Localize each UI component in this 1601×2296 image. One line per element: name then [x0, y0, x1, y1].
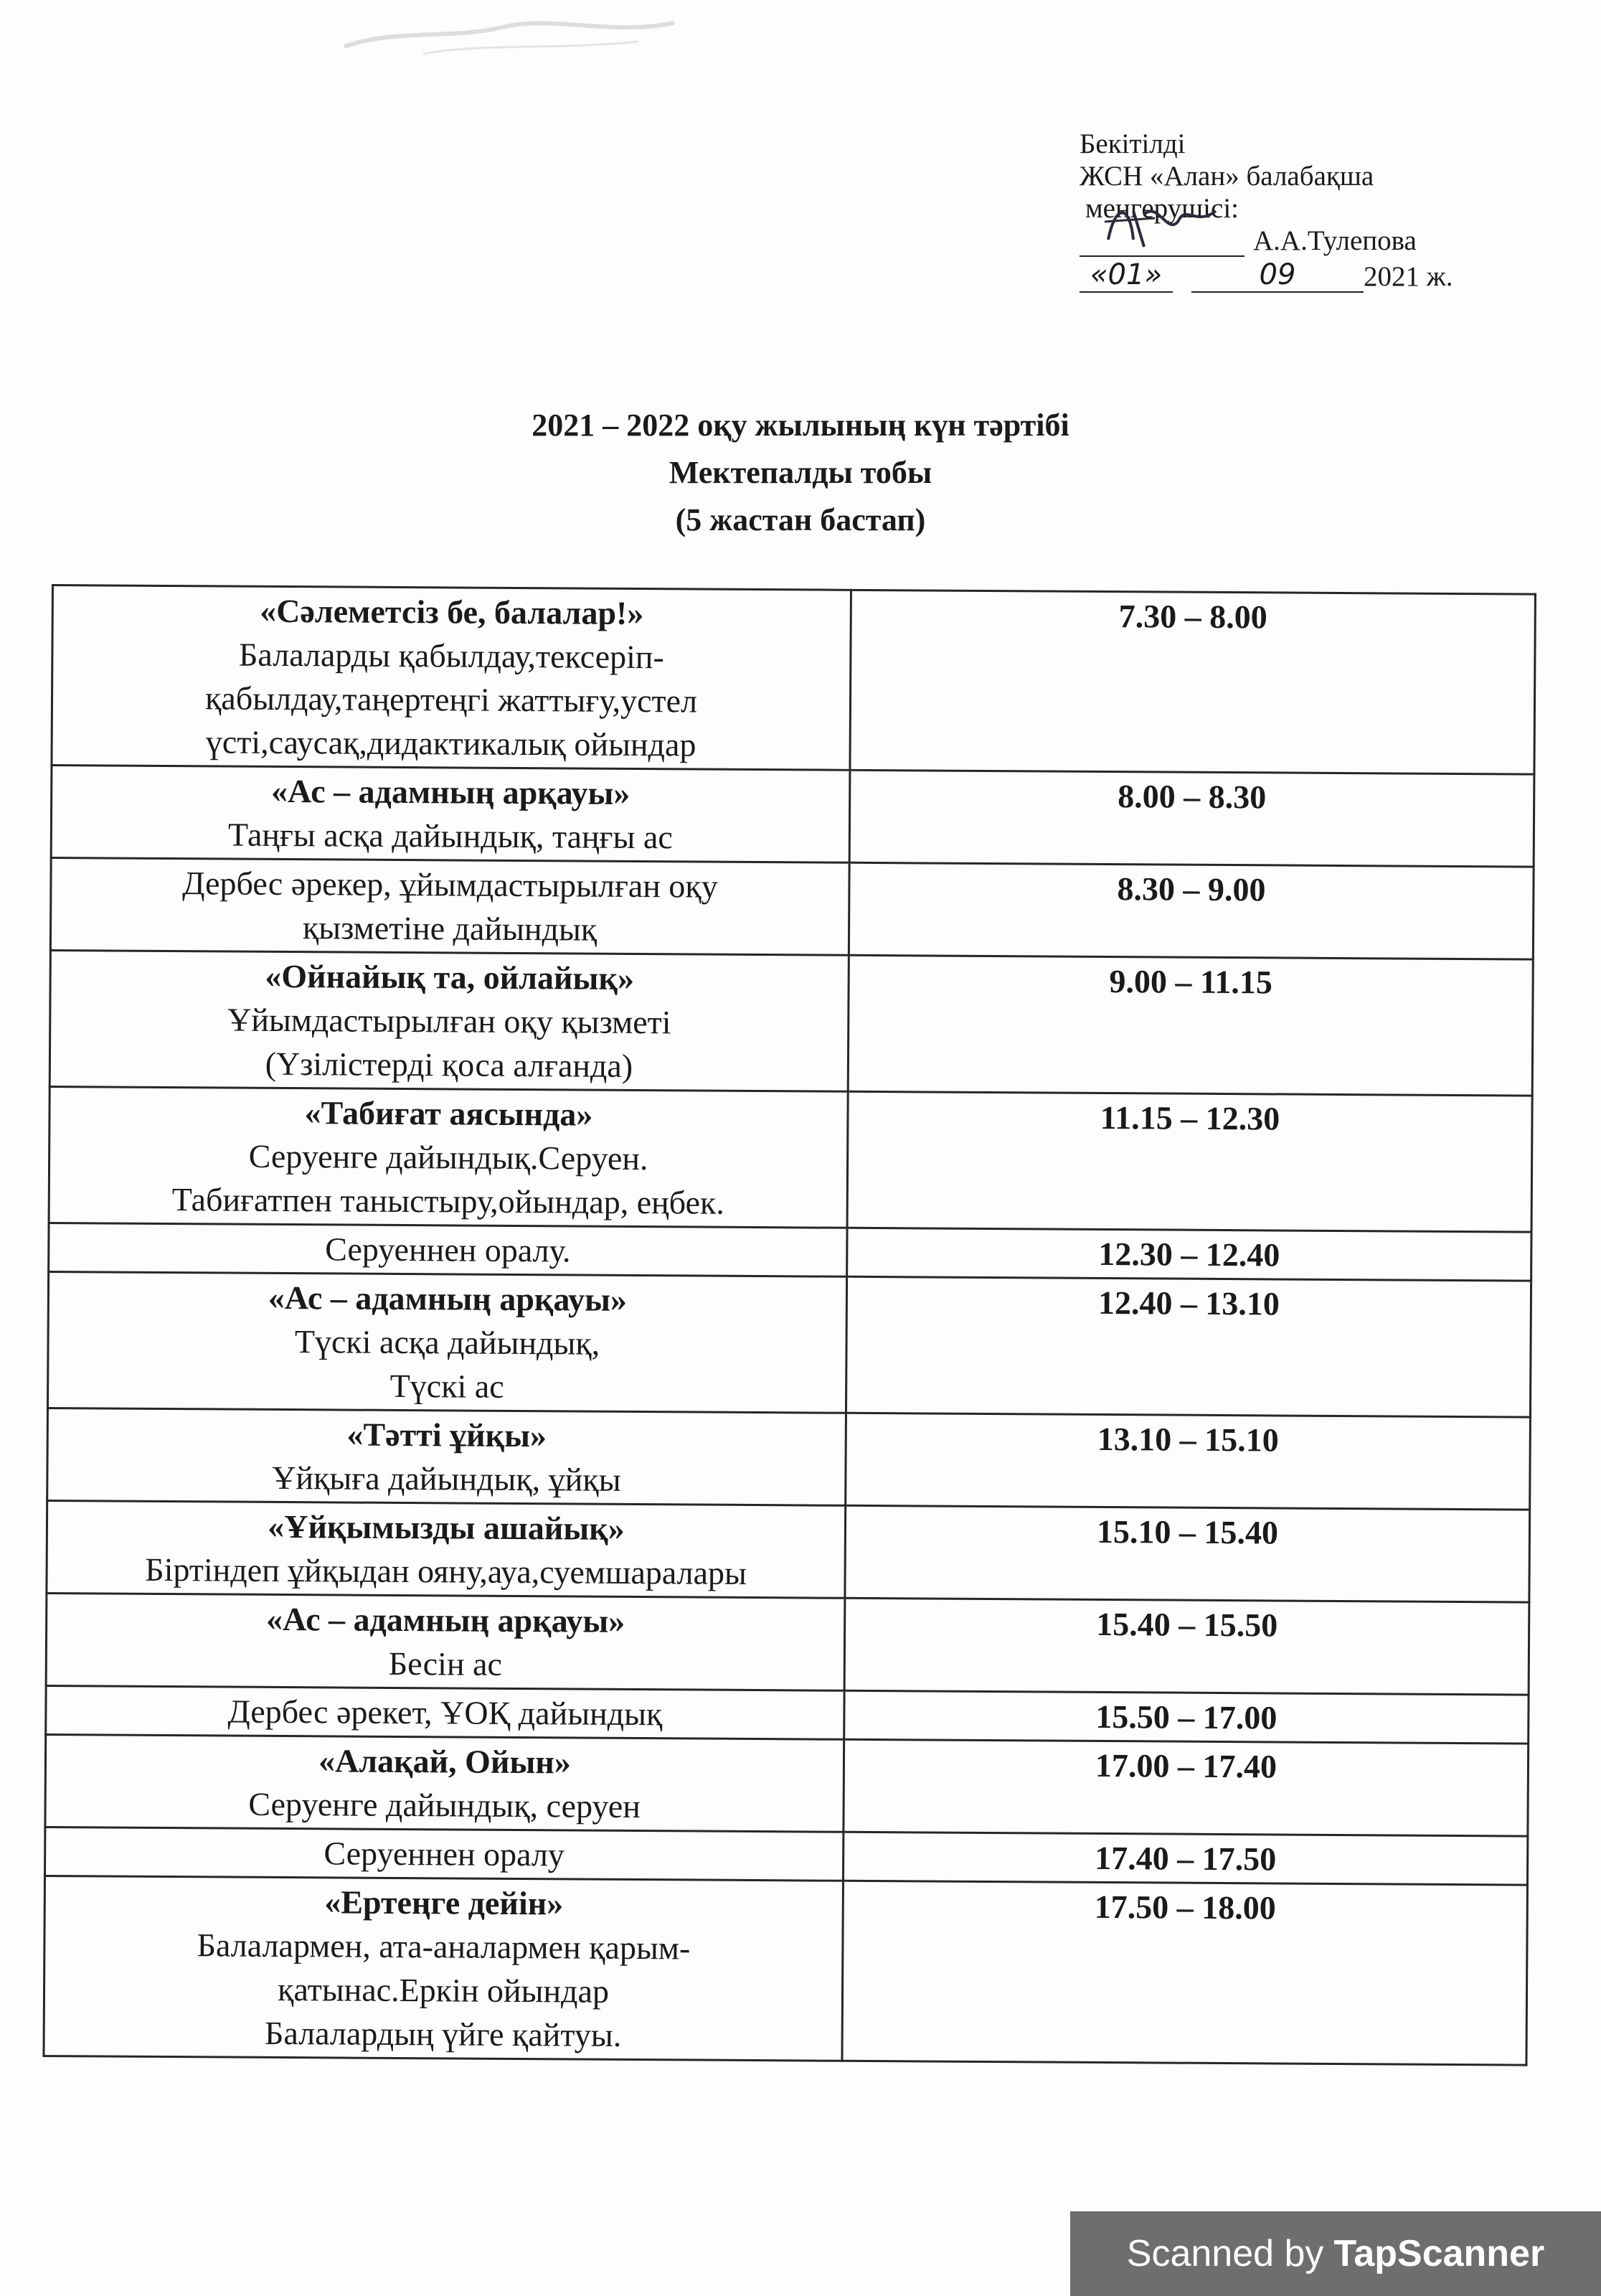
title-line-1: 2021 – 2022 оқу жылының күн тәртібі [532, 408, 1069, 443]
activity-description-line: Дербес әрекер, ұйымдастырылған оқу [182, 865, 718, 905]
activity-description-line: Табиғатпен таныстыру,ойындар, еңбек. [171, 1181, 724, 1221]
activity-description-line: Бесін ас [388, 1645, 503, 1683]
activity-title: «Ертеңге дейін» [324, 1883, 564, 1922]
schedule-row [47, 1500, 1530, 1602]
approval-position: меңгерушісі: [1085, 193, 1239, 224]
activity-title: «Сәлеметсіз бе, балалар!» [260, 592, 644, 632]
activity-cell [47, 1271, 846, 1413]
time-range-cell: 11.15 – 12.30 [847, 1091, 1532, 1232]
activity-description-line: Біртіндеп ұйқыдан ояну,ауа,суемшаралары [145, 1551, 747, 1591]
activity-description-line: Дербес әрекет, ҰОҚ дайындық [227, 1693, 663, 1733]
activity-description-line: қатынас.Еркін ойындар [277, 1970, 610, 2010]
activity-description-line: қабылдау,таңертеңгі жаттығу,устел [204, 679, 698, 720]
schedule-row [49, 1223, 1531, 1281]
signature-blank [1080, 227, 1245, 257]
handwritten-signature [1101, 197, 1223, 254]
activity-description-line: Балалардың үйге қайтуы. [264, 2014, 622, 2053]
activity-description-line: Түскі асқа дайындық, [294, 1323, 600, 1362]
activity-cell [50, 858, 849, 956]
activity-title: «Ас – адамның арқауы» [268, 1279, 628, 1318]
activity-description-line: Ұйқыға дайындық, ұйқы [272, 1459, 621, 1498]
time-range-cell: 17.50 – 18.00 [842, 1881, 1528, 2065]
time-range-cell: 13.10 – 15.10 [846, 1413, 1531, 1510]
schedule-table [42, 584, 1536, 2066]
activity-title: «Алақай, Ойын» [318, 1742, 572, 1781]
activity-cell [51, 766, 850, 863]
activity-description-line: Серуеннен оралу. [325, 1231, 571, 1269]
activity-cell [44, 1876, 844, 2061]
activity-description-line: үсті,саусақ,дидактикалық ойындар [205, 723, 696, 763]
approval-organization: ЖСН «Алан» балабақша [1080, 161, 1374, 192]
activity-cell [46, 1685, 844, 1739]
document-title [0, 402, 1601, 544]
activity-description-line: Түскі ас [389, 1367, 504, 1405]
schedule-row [45, 1734, 1529, 1836]
schedule-row [50, 858, 1534, 960]
activity-cell [45, 1827, 844, 1881]
title-line-2: Мектепалды тобы [669, 455, 932, 490]
time-range-cell: 9.00 – 11.15 [848, 955, 1533, 1096]
time-range-cell: 8.30 – 9.00 [849, 862, 1534, 959]
activity-cell [52, 585, 851, 771]
activity-title: «Табиғат аясында» [304, 1094, 593, 1133]
activity-description-line: (Үзілістерді қоса алғанда) [265, 1045, 633, 1084]
activity-description-line: Таңғы асқа дайындық, таңғы ас [227, 816, 673, 856]
schedule-row [47, 1408, 1531, 1510]
schedule-row [49, 950, 1533, 1096]
scanner-watermark [1070, 2211, 1601, 2296]
signer-name: А.А.Тулепова [1253, 225, 1417, 256]
activity-cell [49, 1086, 848, 1228]
activity-title: «Ас – адамның арқауы» [265, 1600, 625, 1639]
approval-block [1080, 128, 1524, 293]
activity-cell [45, 1734, 844, 1832]
scan-scuff-mark [337, 14, 696, 65]
signature-line [1080, 225, 1524, 257]
activity-description-line: Серуенге дайындық, серуен [248, 1785, 641, 1825]
time-range-cell: 12.30 – 12.40 [847, 1228, 1531, 1281]
time-range-cell: 17.40 – 17.50 [843, 1832, 1527, 1885]
time-range-cell: 15.50 – 17.00 [844, 1690, 1529, 1744]
schedule-row [44, 1876, 1527, 2065]
activity-description-line: қызметіне дайындық [302, 909, 598, 948]
activity-description-line: Серуенге дайындық.Серуен. [248, 1137, 648, 1177]
activity-description-line: Балаларды қабылдау,тексеріп- [238, 636, 664, 676]
schedule-row [51, 766, 1534, 867]
activity-cell [47, 1408, 846, 1505]
schedule-row [49, 1086, 1532, 1232]
activity-title: «Тәтті ұйқы» [346, 1416, 547, 1454]
schedule-body [44, 585, 1535, 2066]
watermark-brand: TapScanner [1333, 2233, 1545, 2274]
approval-heading: Бекітілді [1080, 128, 1186, 159]
activity-cell [47, 1500, 846, 1598]
watermark-prefix: Scanned by [1126, 2233, 1324, 2274]
time-range-cell: 17.00 – 17.40 [844, 1739, 1529, 1836]
time-range-cell: 7.30 – 8.00 [850, 590, 1536, 774]
schedule-row [46, 1593, 1529, 1695]
schedule-row [47, 1271, 1531, 1417]
schedule-row [52, 585, 1535, 775]
time-range-cell: 15.10 – 15.40 [845, 1505, 1530, 1602]
activity-description-line: Балалармен, ата-аналармен қарым- [197, 1926, 691, 1967]
activity-title: «Ас – адамның арқауы» [270, 772, 631, 811]
activity-cell [49, 1223, 847, 1276]
time-range-cell: 15.40 – 15.50 [844, 1598, 1529, 1695]
activity-title: «Ұйқымызды ашайық» [268, 1507, 625, 1547]
activity-title: «Ойнайық та, ойлайық» [265, 957, 635, 997]
activity-cell [46, 1593, 845, 1690]
time-range-cell: 12.40 – 13.10 [846, 1276, 1531, 1417]
approval-date [1080, 257, 1524, 293]
time-range-cell: 8.00 – 8.30 [849, 770, 1534, 867]
date-month: 09 [1191, 259, 1364, 293]
schedule-row [46, 1685, 1529, 1744]
activity-description-line: Серуеннен оралу [323, 1835, 565, 1873]
title-line-3: (5 жастан бастап) [675, 502, 926, 537]
activity-cell [49, 950, 849, 1091]
activity-description-line: Ұйымдастырылған оқу қызметі [227, 1001, 671, 1041]
date-year: 2021 ж. [1364, 261, 1453, 292]
schedule-row [45, 1827, 1528, 1885]
date-day: «01» [1080, 259, 1173, 293]
